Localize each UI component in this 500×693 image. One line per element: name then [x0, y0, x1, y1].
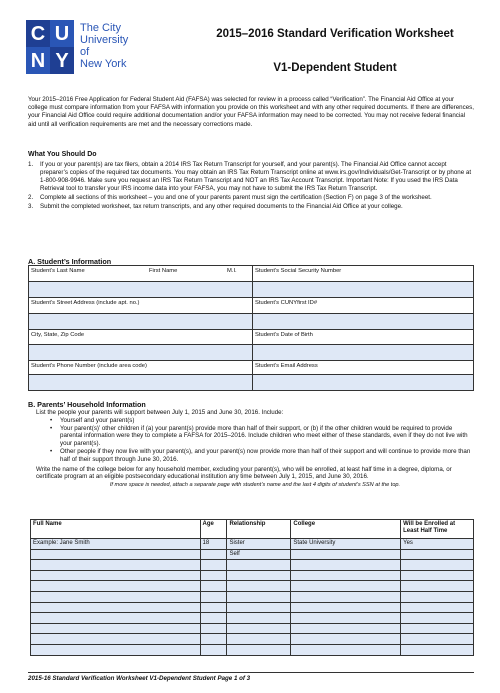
table-cell[interactable] — [227, 623, 291, 634]
form-row — [29, 266, 473, 297]
logo-wordmark — [80, 22, 128, 70]
column-header: College — [291, 520, 401, 539]
bullet-icon: • — [50, 416, 53, 424]
table-cell[interactable] — [31, 634, 201, 645]
cuny-logo — [26, 20, 74, 74]
bullet-item — [50, 425, 474, 448]
student-name-field[interactable] — [29, 281, 252, 297]
table-cell[interactable] — [227, 644, 291, 655]
table-cell[interactable] — [200, 634, 227, 645]
bullet-text: Other people if they now live with your parent(s), and your parent(s) now provide more than half of their support and will continue to provide more than half of their support through June 30, 2016. — [60, 447, 471, 463]
student-name-labels — [29, 266, 252, 276]
field-label: City, State, Zip Code — [31, 332, 85, 338]
table-row — [31, 623, 474, 634]
table-cell: Yes — [401, 539, 474, 550]
table-cell[interactable] — [401, 570, 474, 581]
email-cell — [253, 361, 473, 390]
field-label: Student’s Email Address — [255, 363, 318, 369]
phone-cell — [29, 361, 253, 390]
date-of-birth-field[interactable] — [253, 344, 473, 360]
step-number: 2. — [28, 194, 34, 201]
table-header-row — [31, 520, 474, 539]
city-cell — [29, 330, 253, 360]
bullet-icon: • — [50, 424, 53, 432]
field-label: Student’s CUNYfirst ID# — [255, 300, 318, 306]
table-row — [31, 539, 474, 550]
table-cell[interactable] — [291, 634, 401, 645]
table-row — [31, 581, 474, 592]
household-lead: List the people your parents will support between July 1, 2015 and June 30, 2016. Include: — [36, 409, 284, 416]
table-row — [31, 591, 474, 602]
table-cell[interactable] — [227, 613, 291, 624]
field-label: Student’s Date of Birth — [255, 332, 313, 338]
phone-number-field[interactable] — [29, 374, 252, 390]
table-cell[interactable] — [200, 613, 227, 624]
table-cell[interactable] — [401, 602, 474, 613]
form-row — [29, 330, 473, 360]
table-cell[interactable] — [401, 623, 474, 634]
table-cell[interactable] — [200, 570, 227, 581]
table-cell[interactable] — [31, 549, 201, 560]
table-cell[interactable] — [291, 549, 401, 560]
table-cell[interactable] — [31, 623, 201, 634]
step-text: Submit the completed worksheet, tax return transcripts, and any other required documents to the Financial Aid Office at your college. — [40, 203, 403, 210]
table-row — [31, 613, 474, 624]
document-title: 2015–2016 Standard Verification Worksheet — [216, 28, 454, 40]
logo-letter: Y — [50, 47, 74, 74]
column-header: Age — [200, 520, 227, 539]
table-cell: 18 — [200, 539, 227, 550]
table-cell[interactable] — [31, 581, 201, 592]
bullet-text: Your parent(s)’ other children if (a) your parent(s) provide more than half of their support, or (b) if the other children would be required to provide parental information were they to complete a FAFSA for 2015–2016. Include children who meet either of these standards, even if they do not live with your parent(s). — [60, 424, 468, 448]
form-row — [29, 298, 473, 329]
table-row — [31, 602, 474, 613]
table-cell[interactable] — [31, 602, 201, 613]
page-footer: 2015-16 Standard Verification Worksheet V1-Dependent Student Page 1 of 3 — [28, 672, 474, 682]
student-name-cell — [29, 266, 253, 297]
table-cell[interactable] — [31, 644, 201, 655]
table-cell[interactable] — [227, 634, 291, 645]
table-cell[interactable] — [291, 570, 401, 581]
cunyfirst-cell — [253, 298, 473, 329]
household-instructions — [36, 409, 474, 490]
section-b-heading: B. Parents’ Household Information — [28, 400, 146, 409]
dob-cell — [253, 330, 473, 360]
table-cell[interactable] — [401, 644, 474, 655]
ssn-cell — [253, 266, 473, 297]
steps-list — [28, 161, 474, 212]
cunyfirst-id-field[interactable] — [253, 313, 473, 329]
table-cell[interactable] — [401, 591, 474, 602]
table-cell[interactable] — [31, 591, 201, 602]
table-cell[interactable] — [227, 570, 291, 581]
field-label: Student’s Phone Number (include area code) — [31, 363, 147, 369]
household-table — [30, 519, 474, 656]
table-cell[interactable] — [200, 602, 227, 613]
bullet-icon: • — [50, 447, 53, 455]
table-cell[interactable] — [227, 581, 291, 592]
table-cell[interactable] — [291, 623, 401, 634]
table-cell[interactable] — [227, 560, 291, 571]
table-cell[interactable] — [200, 591, 227, 602]
step-text: If you or your parent(s) are tax filers, obtain a 2014 IRS Tax Return Transcript for yourself, and your parent(s). The Financial Aid Office cannot accept preparer’s copies of the required tax documents. You may obtain an IRS Tax Return Transcript online at www.irs.gov/Individuals/Get-Transcript or by phone at 1-800-908-9946. Make sure you request an IRS Tax Return Transcript and NOT an IRS Tax Account Transcript. Important Note: If you used the IRS Data Retrieval tool to transfer your IRS income data into your FAFSA, you may not have to submit the IRS Tax Return Transcript. — [40, 161, 472, 192]
bullet-item — [50, 417, 474, 425]
city-state-zip-field[interactable] — [29, 344, 252, 360]
table-cell[interactable] — [401, 560, 474, 571]
table-cell[interactable] — [200, 644, 227, 655]
table-cell: Example: Jane Smith — [31, 539, 201, 550]
table-cell[interactable] — [227, 591, 291, 602]
email-field[interactable] — [253, 374, 473, 390]
logo-line: New York — [80, 58, 127, 70]
table-cell: Sister — [227, 539, 291, 550]
column-header: Will be Enrolled at Least Half Time — [401, 520, 474, 539]
field-label: Student’s Last Name — [31, 268, 85, 274]
step-number: 1. — [28, 161, 34, 168]
step-item — [28, 161, 474, 193]
field-label: Student’s Social Security Number — [255, 268, 342, 274]
college-instruction: Write the name of the college below for any household member, excluding your parent(s), who will be enrolled, at least half time in a degree, diploma, or certificate program at an eligible postsecondary educational institution any time between July 1, 2015, and June 30, 2016. — [36, 465, 452, 481]
field-label: Student’s Street Address (include apt. no.) — [31, 300, 140, 306]
step-number: 3. — [28, 203, 34, 210]
ssn-field[interactable] — [253, 281, 473, 297]
table-cell[interactable] — [291, 560, 401, 571]
table-cell[interactable] — [200, 549, 227, 560]
table-cell[interactable] — [401, 634, 474, 645]
table-cell: State University — [291, 539, 401, 550]
logo-letter: N — [26, 47, 50, 74]
table-cell[interactable] — [200, 623, 227, 634]
step-item — [28, 203, 474, 211]
logo-line: University — [80, 34, 129, 46]
step-item — [28, 194, 474, 202]
step-text: Complete all sections of this worksheet – you and one of your parents parent must sign the certification (Section F) on page 3 of the worksheet. — [40, 194, 432, 201]
table-cell[interactable] — [291, 644, 401, 655]
logo-letter: U — [50, 20, 74, 47]
table-cell[interactable] — [291, 591, 401, 602]
table-cell[interactable] — [31, 613, 201, 624]
column-header: Relationship — [227, 520, 291, 539]
table-cell: Self — [227, 549, 291, 560]
table-row — [31, 634, 474, 645]
section-a-heading: A. Student’s Information — [28, 257, 112, 266]
table-cell[interactable] — [401, 549, 474, 560]
table-row — [31, 560, 474, 571]
table-cell[interactable] — [401, 613, 474, 624]
table-cell[interactable] — [200, 581, 227, 592]
field-label: M.I. — [227, 268, 237, 274]
bullet-text: Yourself and your parent(s) — [60, 416, 135, 424]
logo-line: of — [80, 46, 90, 58]
form-row — [29, 361, 473, 390]
logo-line: The City — [80, 22, 121, 34]
table-cell[interactable] — [227, 602, 291, 613]
table-row — [31, 644, 474, 655]
column-header: Full Name — [31, 520, 201, 539]
table-cell[interactable] — [291, 581, 401, 592]
table-cell[interactable] — [401, 581, 474, 592]
table-row — [31, 570, 474, 581]
table-cell[interactable] — [31, 570, 201, 581]
table-cell[interactable] — [291, 602, 401, 613]
intro-paragraph: Your 2015–2016 Free Application for Federal Student Aid (FAFSA) was selected for review in a process called “Verification”. The Financial Aid Office at your college must compare information from your FAFSA with information you provide on this worksheet and with any other required documents. If there are differences, your Financial Aid Office could require additional documentation and/or your FAFSA information may need to be corrected. You may not receive federal financial aid until all verification requirements are met and the necessary corrections made. — [28, 96, 474, 128]
space-note: If more space is needed, attach a separate page with student’s name and the last 4 digits of student’s SSN at the top. — [109, 482, 401, 489]
table-cell[interactable] — [200, 560, 227, 571]
document-subtitle: V1-Dependent Student — [273, 62, 397, 74]
logo-letter: C — [26, 20, 50, 47]
bullet-item — [50, 448, 474, 464]
table-cell[interactable] — [31, 560, 201, 571]
table-row — [31, 549, 474, 560]
field-label: First Name — [149, 268, 178, 274]
student-info-form — [28, 265, 474, 391]
table-cell[interactable] — [291, 613, 401, 624]
street-address-field[interactable] — [29, 313, 252, 329]
address-cell — [29, 298, 253, 329]
section-heading-what-to-do: What You Should Do — [28, 151, 97, 158]
